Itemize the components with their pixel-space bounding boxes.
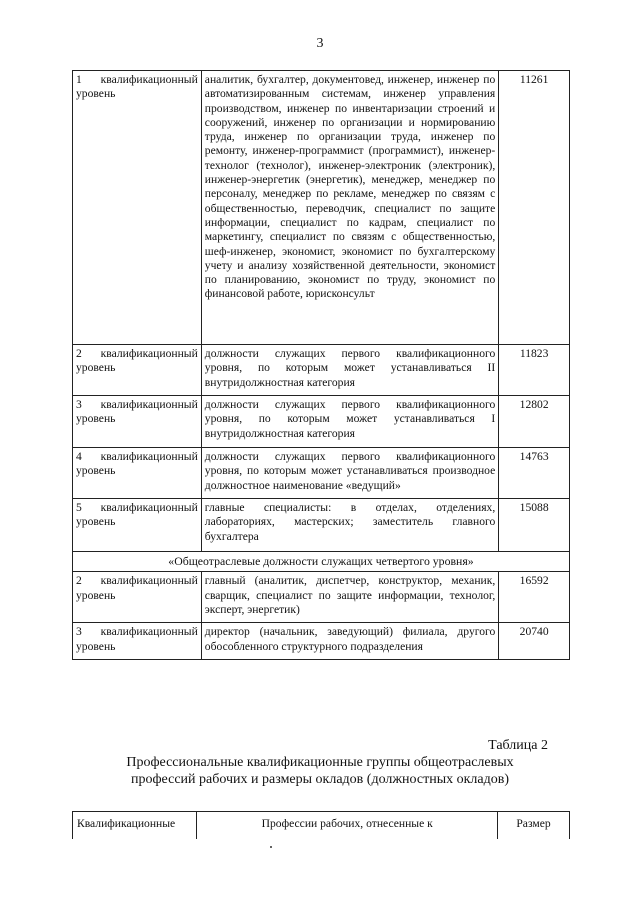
qualification-level: 5 квалификационный уровень: [73, 499, 202, 552]
table-2-title: Профессиональные квалификационные группы общеотраслевых профессий рабочих и размеры окладов (должностных окладов): [126, 755, 514, 787]
header-size: Размер: [498, 812, 570, 840]
position-list: главные специалисты: в отделах, отделениях, лабораториях, мастерских; заместитель главного бухгалтера: [201, 499, 498, 552]
table-2-header: [72, 811, 570, 839]
position-list: должности служащих первого квалификационного уровня, по которым может устанавливаться I внутридолжностная категория: [201, 396, 498, 448]
header-qualification: Квалификационные: [73, 812, 197, 840]
qualification-level: 2 квалификационный уровень: [73, 572, 202, 623]
table-2-label: Таблица 2: [488, 738, 548, 753]
table-row: [73, 71, 570, 345]
scan-speck: [270, 846, 272, 848]
section-title: «Общеотраслевые должности служащих четвертого уровня»: [73, 552, 570, 572]
header-professions: Профессии рабочих, отнесенные к: [197, 812, 498, 840]
qualification-level: 1 квалификационный уровень: [73, 71, 202, 345]
salary-value: 11823: [499, 345, 570, 396]
page-number: 3: [316, 36, 324, 51]
salary-value: 15088: [499, 499, 570, 552]
section-row: [73, 552, 570, 572]
qualification-level: 4 квалификационный уровень: [73, 448, 202, 499]
table-row: [73, 345, 570, 396]
salary-value: 11261: [499, 71, 570, 345]
table-row: [73, 572, 570, 623]
salary-value: 12802: [499, 396, 570, 448]
table-row: [73, 396, 570, 448]
position-list: аналитик, бухгалтер, документовед, инженер, инженер по автоматизированным системам, инженер управления производством, инженер по инвентаризации строений и сооружений, инженер по организации и нормированию труда, инженер по организации труда, инженер по ремонту, инженер-программист (программист), инженер-технолог (технолог), инженер-электроник (электроник), инженер-энергетик (энергетик), менеджер, менеджер по персоналу, менеджер по рекламе, менеджер по связям с общественностью, переводчик, специалист по защите информации, специалист по кадрам, специалист по маркетингу, специалист по связям с общественностью, шеф-инженер, экономист, экономист по бухгалтерскому учету и анализу хозяйственной деятельности, экономист по планированию, экономист по труду, экономист по финансовой работе, юрисконсульт: [201, 71, 498, 345]
position-list: главный (аналитик, диспетчер, конструктор, механик, сварщик, специалист по защите информации, технолог, эксперт, энергетик): [201, 572, 498, 623]
table-row: [73, 448, 570, 499]
table-row: [73, 623, 570, 660]
qualification-level: 3 квалификационный уровень: [73, 623, 202, 660]
salary-value: 14763: [499, 448, 570, 499]
salary-value: 16592: [499, 572, 570, 623]
position-list: директор (начальник, заведующий) филиала, другого обособленного структурного подразделения: [201, 623, 498, 660]
position-list: должности служащих первого квалификационного уровня, по которым может устанавливаться производное должностное наименование «ведущий»: [201, 448, 498, 499]
salary-value: 20740: [499, 623, 570, 660]
salary-table: [72, 70, 570, 660]
header-row: [73, 812, 570, 840]
qualification-level: 2 квалификационный уровень: [73, 345, 202, 396]
table-row: [73, 499, 570, 552]
position-list: должности служащих первого квалификационного уровня, по которым может устанавливаться II внутридолжностная категория: [201, 345, 498, 396]
qualification-level: 3 квалификационный уровень: [73, 396, 202, 448]
